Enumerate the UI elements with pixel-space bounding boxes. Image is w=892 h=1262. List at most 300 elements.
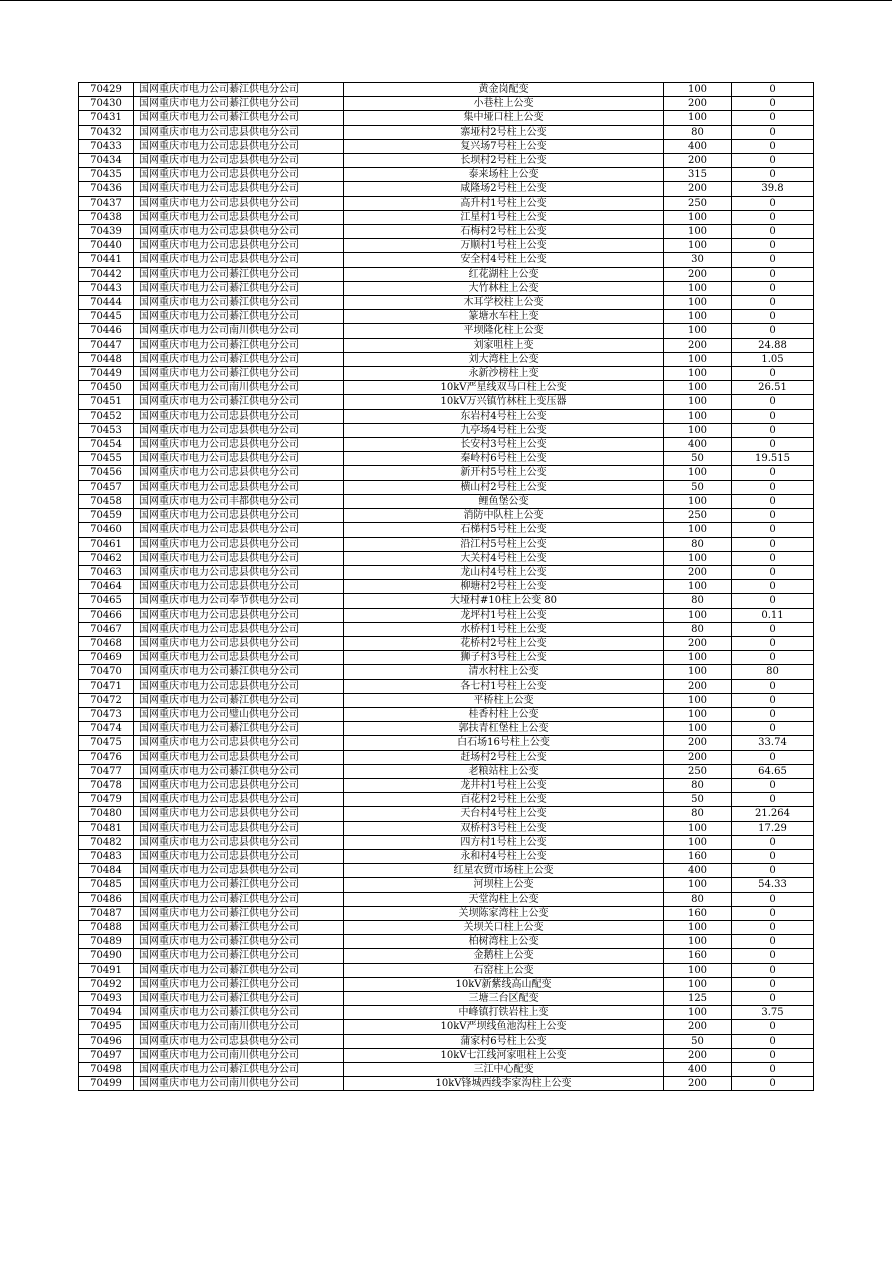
table-row [79, 154, 814, 168]
capacity-cell: 200 [664, 679, 732, 693]
capacity-cell: 100 [664, 608, 732, 622]
transformer-name-cell: 长坝村2号柱上公变 [344, 154, 664, 168]
table-row [79, 835, 814, 849]
row-id-cell: 70463 [79, 565, 134, 579]
table-row [79, 409, 814, 423]
table-row [79, 693, 814, 707]
transformer-table [78, 82, 814, 1091]
company-cell: 国网重庆市电力公司忠县供电分公司 [134, 154, 344, 168]
row-id-cell: 70465 [79, 594, 134, 608]
company-cell: 国网重庆市电力公司忠县供电分公司 [134, 580, 344, 594]
table-row [79, 1020, 814, 1034]
transformer-name-cell: 天台村4号柱上公变 [344, 807, 664, 821]
value-cell: 0 [732, 438, 814, 452]
capacity-cell: 100 [664, 83, 732, 97]
transformer-name-cell: 10kV锋城西线李家沟柱上公变 [344, 1077, 664, 1091]
row-id-cell: 70493 [79, 992, 134, 1006]
row-id-cell: 70466 [79, 608, 134, 622]
table-row [79, 636, 814, 650]
value-cell: 0 [732, 707, 814, 721]
table-row [79, 537, 814, 551]
transformer-name-cell: 安全村4号柱上公变 [344, 253, 664, 267]
table-row [79, 651, 814, 665]
value-cell: 24.88 [732, 338, 814, 352]
capacity-cell: 100 [664, 239, 732, 253]
company-cell: 国网重庆市电力公司忠县供电分公司 [134, 793, 344, 807]
transformer-name-cell: 长安村3号柱上公变 [344, 438, 664, 452]
capacity-cell: 100 [664, 310, 732, 324]
company-cell: 国网重庆市电力公司忠县供电分公司 [134, 466, 344, 480]
row-id-cell: 70496 [79, 1034, 134, 1048]
company-cell: 国网重庆市电力公司南川供电分公司 [134, 1077, 344, 1091]
company-cell: 国网重庆市电力公司綦江供电分公司 [134, 693, 344, 707]
table-row [79, 494, 814, 508]
table-row [79, 892, 814, 906]
company-cell: 国网重庆市电力公司忠县供电分公司 [134, 736, 344, 750]
value-cell: 0 [732, 281, 814, 295]
value-cell: 17.29 [732, 821, 814, 835]
transformer-name-cell: 石梯村5号柱上公变 [344, 523, 664, 537]
transformer-name-cell: 水桥村1号柱上公变 [344, 622, 664, 636]
table-row [79, 267, 814, 281]
table-row [79, 1063, 814, 1077]
table-row [79, 381, 814, 395]
capacity-cell: 200 [664, 154, 732, 168]
capacity-cell: 200 [664, 1020, 732, 1034]
value-cell: 0 [732, 622, 814, 636]
company-cell: 国网重庆市电力公司忠县供电分公司 [134, 636, 344, 650]
table-row [79, 239, 814, 253]
transformer-name-cell: 秦岭村6号柱上公变 [344, 452, 664, 466]
row-id-cell: 70434 [79, 154, 134, 168]
value-cell: 0 [732, 125, 814, 139]
row-id-cell: 70461 [79, 537, 134, 551]
capacity-cell: 100 [664, 963, 732, 977]
value-cell: 0 [732, 466, 814, 480]
row-id-cell: 70470 [79, 665, 134, 679]
company-cell: 国网重庆市电力公司忠县供电分公司 [134, 423, 344, 437]
transformer-name-cell: 横山村2号柱上公变 [344, 480, 664, 494]
transformer-name-cell: 刘大湾柱上公变 [344, 352, 664, 366]
row-id-cell: 70494 [79, 1006, 134, 1020]
transformer-name-cell: 永新沙榜柱上变 [344, 367, 664, 381]
table-row [79, 750, 814, 764]
transformer-name-cell: 关坝关口柱上公变 [344, 920, 664, 934]
table-row [79, 764, 814, 778]
row-id-cell: 70445 [79, 310, 134, 324]
row-id-cell: 70491 [79, 963, 134, 977]
transformer-name-cell: 柳塘村2号柱上公变 [344, 580, 664, 594]
capacity-cell: 100 [664, 551, 732, 565]
transformer-name-cell: 三江中心配变 [344, 1063, 664, 1077]
row-id-cell: 70460 [79, 523, 134, 537]
capacity-cell: 400 [664, 139, 732, 153]
company-cell: 国网重庆市电力公司綦江供电分公司 [134, 1006, 344, 1020]
row-id-cell: 70498 [79, 1063, 134, 1077]
transformer-name-cell: 集中垭口柱上公变 [344, 111, 664, 125]
value-cell: 0 [732, 835, 814, 849]
value-cell: 0 [732, 551, 814, 565]
value-cell: 21.264 [732, 807, 814, 821]
table-row [79, 1048, 814, 1062]
table-row [79, 352, 814, 366]
table-row [79, 210, 814, 224]
transformer-name-cell: 天堂沟柱上公变 [344, 892, 664, 906]
value-cell: 0 [732, 594, 814, 608]
transformer-name-cell: 红花湖柱上公变 [344, 267, 664, 281]
transformer-name-cell: 龙井村1号柱上公变 [344, 778, 664, 792]
row-id-cell: 70479 [79, 793, 134, 807]
capacity-cell: 100 [664, 707, 732, 721]
company-cell: 国网重庆市电力公司忠县供电分公司 [134, 196, 344, 210]
value-cell: 0 [732, 310, 814, 324]
company-cell: 国网重庆市电力公司綦江供电分公司 [134, 367, 344, 381]
company-cell: 国网重庆市电力公司忠县供电分公司 [134, 679, 344, 693]
transformer-name-cell: 龙山村4号柱上公变 [344, 565, 664, 579]
transformer-name-cell: 10kV新紫线高山配变 [344, 977, 664, 991]
company-cell: 国网重庆市电力公司忠县供电分公司 [134, 239, 344, 253]
capacity-cell: 100 [664, 395, 732, 409]
capacity-cell: 80 [664, 125, 732, 139]
capacity-cell: 200 [664, 736, 732, 750]
company-cell: 国网重庆市电力公司奉节供电分公司 [134, 594, 344, 608]
company-cell: 国网重庆市电力公司忠县供电分公司 [134, 168, 344, 182]
capacity-cell: 50 [664, 1034, 732, 1048]
table-row [79, 523, 814, 537]
transformer-name-cell: 复兴场7号柱上公变 [344, 139, 664, 153]
value-cell: 39.8 [732, 182, 814, 196]
company-cell: 国网重庆市电力公司綦江供电分公司 [134, 281, 344, 295]
value-cell: 0 [732, 1077, 814, 1091]
capacity-cell: 200 [664, 1077, 732, 1091]
row-id-cell: 70436 [79, 182, 134, 196]
row-id-cell: 70444 [79, 296, 134, 310]
value-cell: 0 [732, 480, 814, 494]
table-row [79, 935, 814, 949]
value-cell: 0 [732, 253, 814, 267]
capacity-cell: 100 [664, 409, 732, 423]
company-cell: 国网重庆市电力公司綦江供电分公司 [134, 906, 344, 920]
table-row [79, 324, 814, 338]
value-cell: 80 [732, 665, 814, 679]
capacity-cell: 200 [664, 182, 732, 196]
transformer-name-cell: 平桥柱上公变 [344, 693, 664, 707]
capacity-cell: 160 [664, 949, 732, 963]
table-row [79, 793, 814, 807]
company-cell: 国网重庆市电力公司南川供电分公司 [134, 1048, 344, 1062]
capacity-cell: 100 [664, 977, 732, 991]
row-id-cell: 70475 [79, 736, 134, 750]
row-id-cell: 70432 [79, 125, 134, 139]
company-cell: 国网重庆市电力公司忠县供电分公司 [134, 778, 344, 792]
transformer-name-cell: 各七村1号柱上公变 [344, 679, 664, 693]
table-row [79, 736, 814, 750]
company-cell: 国网重庆市电力公司忠县供电分公司 [134, 509, 344, 523]
capacity-cell: 315 [664, 168, 732, 182]
value-cell: 0 [732, 849, 814, 863]
company-cell: 国网重庆市电力公司忠县供电分公司 [134, 125, 344, 139]
company-cell: 国网重庆市电力公司綦江供电分公司 [134, 949, 344, 963]
company-cell: 国网重庆市电力公司綦江供电分公司 [134, 764, 344, 778]
row-id-cell: 70495 [79, 1020, 134, 1034]
row-id-cell: 70464 [79, 580, 134, 594]
capacity-cell: 100 [664, 651, 732, 665]
row-id-cell: 70443 [79, 281, 134, 295]
value-cell: 0 [732, 225, 814, 239]
capacity-cell: 200 [664, 267, 732, 281]
table-row [79, 97, 814, 111]
value-cell: 0 [732, 97, 814, 111]
capacity-cell: 160 [664, 849, 732, 863]
company-cell: 国网重庆市电力公司丰都供电分公司 [134, 494, 344, 508]
company-cell: 国网重庆市电力公司璧山供电分公司 [134, 707, 344, 721]
transformer-name-cell: 刘家咀柱上变 [344, 338, 664, 352]
table-row [79, 565, 814, 579]
capacity-cell: 400 [664, 438, 732, 452]
capacity-cell: 100 [664, 210, 732, 224]
table-row [79, 466, 814, 480]
table-row [79, 509, 814, 523]
capacity-cell: 100 [664, 935, 732, 949]
capacity-cell: 100 [664, 665, 732, 679]
company-cell: 国网重庆市电力公司忠县供电分公司 [134, 523, 344, 537]
capacity-cell: 80 [664, 778, 732, 792]
company-cell: 国网重庆市电力公司忠县供电分公司 [134, 551, 344, 565]
table-row [79, 1077, 814, 1091]
value-cell: 0 [732, 949, 814, 963]
transformer-name-cell: 石梅村2号柱上公变 [344, 225, 664, 239]
value-cell: 33.74 [732, 736, 814, 750]
capacity-cell: 100 [664, 878, 732, 892]
row-id-cell: 70468 [79, 636, 134, 650]
capacity-cell: 100 [664, 580, 732, 594]
table-row [79, 438, 814, 452]
row-id-cell: 70467 [79, 622, 134, 636]
capacity-cell: 200 [664, 338, 732, 352]
transformer-name-cell: 狮子村3号柱上公变 [344, 651, 664, 665]
company-cell: 国网重庆市电力公司南川供电分公司 [134, 1020, 344, 1034]
capacity-cell: 30 [664, 253, 732, 267]
capacity-cell: 100 [664, 367, 732, 381]
row-id-cell: 70481 [79, 821, 134, 835]
capacity-cell: 100 [664, 381, 732, 395]
company-cell: 国网重庆市电力公司綦江供电分公司 [134, 267, 344, 281]
row-id-cell: 70454 [79, 438, 134, 452]
transformer-name-cell: 消防中队柱上公变 [344, 509, 664, 523]
transformer-name-cell: 新开村5号柱上公变 [344, 466, 664, 480]
transformer-name-cell: 三塘三台区配变 [344, 992, 664, 1006]
company-cell: 国网重庆市电力公司忠县供电分公司 [134, 608, 344, 622]
transformer-name-cell: 篆塘水车柱上变 [344, 310, 664, 324]
company-cell: 国网重庆市电力公司忠县供电分公司 [134, 864, 344, 878]
capacity-cell: 250 [664, 764, 732, 778]
row-id-cell: 70457 [79, 480, 134, 494]
company-cell: 国网重庆市电力公司忠县供电分公司 [134, 253, 344, 267]
capacity-cell: 100 [664, 225, 732, 239]
row-id-cell: 70453 [79, 423, 134, 437]
transformer-name-cell: 10kV七江线河家咀柱上公变 [344, 1048, 664, 1062]
company-cell: 国网重庆市电力公司綦江供电分公司 [134, 920, 344, 934]
top-rule [0, 0, 892, 1]
row-id-cell: 70442 [79, 267, 134, 281]
table-row [79, 253, 814, 267]
capacity-cell: 100 [664, 821, 732, 835]
value-cell: 0 [732, 296, 814, 310]
value-cell: 0 [732, 395, 814, 409]
value-cell: 0 [732, 367, 814, 381]
company-cell: 国网重庆市电力公司忠县供电分公司 [134, 182, 344, 196]
row-id-cell: 70448 [79, 352, 134, 366]
value-cell: 26.51 [732, 381, 814, 395]
row-id-cell: 70430 [79, 97, 134, 111]
transformer-name-cell: 关坝陈家湾柱上公变 [344, 906, 664, 920]
table-row [79, 480, 814, 494]
row-id-cell: 70486 [79, 892, 134, 906]
value-cell: 0.11 [732, 608, 814, 622]
row-id-cell: 70482 [79, 835, 134, 849]
row-id-cell: 70485 [79, 878, 134, 892]
row-id-cell: 70476 [79, 750, 134, 764]
transformer-name-cell: 大垭村#10柱上公变 80 [344, 594, 664, 608]
value-cell: 0 [732, 523, 814, 537]
value-cell: 0 [732, 196, 814, 210]
row-id-cell: 70459 [79, 509, 134, 523]
value-cell: 0 [732, 1063, 814, 1077]
row-id-cell: 70480 [79, 807, 134, 821]
transformer-name-cell: 咸隆场2号柱上公变 [344, 182, 664, 196]
capacity-cell: 400 [664, 864, 732, 878]
table-row [79, 849, 814, 863]
table-row [79, 821, 814, 835]
value-cell: 0 [732, 267, 814, 281]
row-id-cell: 70474 [79, 722, 134, 736]
row-id-cell: 70449 [79, 367, 134, 381]
capacity-cell: 100 [664, 352, 732, 366]
capacity-cell: 100 [664, 835, 732, 849]
value-cell: 0 [732, 679, 814, 693]
table-row [79, 125, 814, 139]
value-cell: 0 [732, 154, 814, 168]
transformer-name-cell: 大竹林柱上公变 [344, 281, 664, 295]
value-cell: 0 [732, 409, 814, 423]
value-cell: 0 [732, 750, 814, 764]
row-id-cell: 70483 [79, 849, 134, 863]
company-cell: 国网重庆市电力公司綦江供电分公司 [134, 83, 344, 97]
transformer-name-cell: 龙坪村1号柱上公变 [344, 608, 664, 622]
company-cell: 国网重庆市电力公司忠县供电分公司 [134, 438, 344, 452]
company-cell: 国网重庆市电力公司綦江供电分公司 [134, 111, 344, 125]
company-cell: 国网重庆市电力公司綦江供电分公司 [134, 395, 344, 409]
table-row [79, 864, 814, 878]
value-cell: 0 [732, 239, 814, 253]
capacity-cell: 200 [664, 565, 732, 579]
capacity-cell: 250 [664, 196, 732, 210]
value-cell: 0 [732, 565, 814, 579]
transformer-name-cell: 清水村柱上公变 [344, 665, 664, 679]
row-id-cell: 70452 [79, 409, 134, 423]
row-id-cell: 70472 [79, 693, 134, 707]
transformer-name-cell: 10kV万兴镇竹林柱上变压器 [344, 395, 664, 409]
table-row [79, 920, 814, 934]
row-id-cell: 70433 [79, 139, 134, 153]
company-cell: 国网重庆市电力公司忠县供电分公司 [134, 409, 344, 423]
table-body [79, 83, 814, 1091]
value-cell: 1.05 [732, 352, 814, 366]
row-id-cell: 70489 [79, 935, 134, 949]
table-row [79, 778, 814, 792]
row-id-cell: 70499 [79, 1077, 134, 1091]
row-id-cell: 70435 [79, 168, 134, 182]
table-row [79, 83, 814, 97]
value-cell: 0 [732, 168, 814, 182]
table-row [79, 225, 814, 239]
row-id-cell: 70492 [79, 977, 134, 991]
capacity-cell: 200 [664, 1048, 732, 1062]
row-id-cell: 70446 [79, 324, 134, 338]
company-cell: 国网重庆市电力公司綦江供电分公司 [134, 310, 344, 324]
company-cell: 国网重庆市电力公司忠县供电分公司 [134, 452, 344, 466]
company-cell: 国网重庆市电力公司綦江供电分公司 [134, 296, 344, 310]
value-cell: 0 [732, 494, 814, 508]
value-cell: 0 [732, 651, 814, 665]
row-id-cell: 70488 [79, 920, 134, 934]
capacity-cell: 50 [664, 480, 732, 494]
transformer-name-cell: 江星村1号柱上公变 [344, 210, 664, 224]
table-row [79, 310, 814, 324]
company-cell: 国网重庆市电力公司忠县供电分公司 [134, 537, 344, 551]
table-row [79, 367, 814, 381]
table-row [79, 281, 814, 295]
value-cell: 0 [732, 83, 814, 97]
table-row [79, 182, 814, 196]
value-cell: 64.65 [732, 764, 814, 778]
row-id-cell: 70462 [79, 551, 134, 565]
transformer-name-cell: 老粮站柱上公变 [344, 764, 664, 778]
transformer-name-cell: 河坝柱上公变 [344, 878, 664, 892]
table-row [79, 111, 814, 125]
capacity-cell: 125 [664, 992, 732, 1006]
company-cell: 国网重庆市电力公司綦江供电分公司 [134, 892, 344, 906]
value-cell: 0 [732, 111, 814, 125]
row-id-cell: 70438 [79, 210, 134, 224]
row-id-cell: 70473 [79, 707, 134, 721]
transformer-name-cell: 10kV严星线双马口柱上公变 [344, 381, 664, 395]
transformer-name-cell: 金鹅柱上公变 [344, 949, 664, 963]
table-row [79, 608, 814, 622]
table-row [79, 963, 814, 977]
row-id-cell: 70451 [79, 395, 134, 409]
company-cell: 国网重庆市电力公司忠县供电分公司 [134, 1034, 344, 1048]
company-cell: 国网重庆市电力公司忠县供电分公司 [134, 139, 344, 153]
value-cell: 0 [732, 1034, 814, 1048]
capacity-cell: 80 [664, 807, 732, 821]
table-row [79, 168, 814, 182]
transformer-name-cell: 红星农贸市场柱上公变 [344, 864, 664, 878]
row-id-cell: 70440 [79, 239, 134, 253]
capacity-cell: 50 [664, 793, 732, 807]
table-row [79, 707, 814, 721]
value-cell: 0 [732, 580, 814, 594]
transformer-name-cell: 花桥村2号柱上公变 [344, 636, 664, 650]
company-cell: 国网重庆市电力公司綦江供电分公司 [134, 977, 344, 991]
transformer-name-cell: 大关村4号柱上公变 [344, 551, 664, 565]
row-id-cell: 70490 [79, 949, 134, 963]
table-row [79, 580, 814, 594]
transformer-name-cell: 赶场村2号柱上公变 [344, 750, 664, 764]
company-cell: 国网重庆市电力公司綦江供电分公司 [134, 935, 344, 949]
table-row [79, 551, 814, 565]
row-id-cell: 70484 [79, 864, 134, 878]
